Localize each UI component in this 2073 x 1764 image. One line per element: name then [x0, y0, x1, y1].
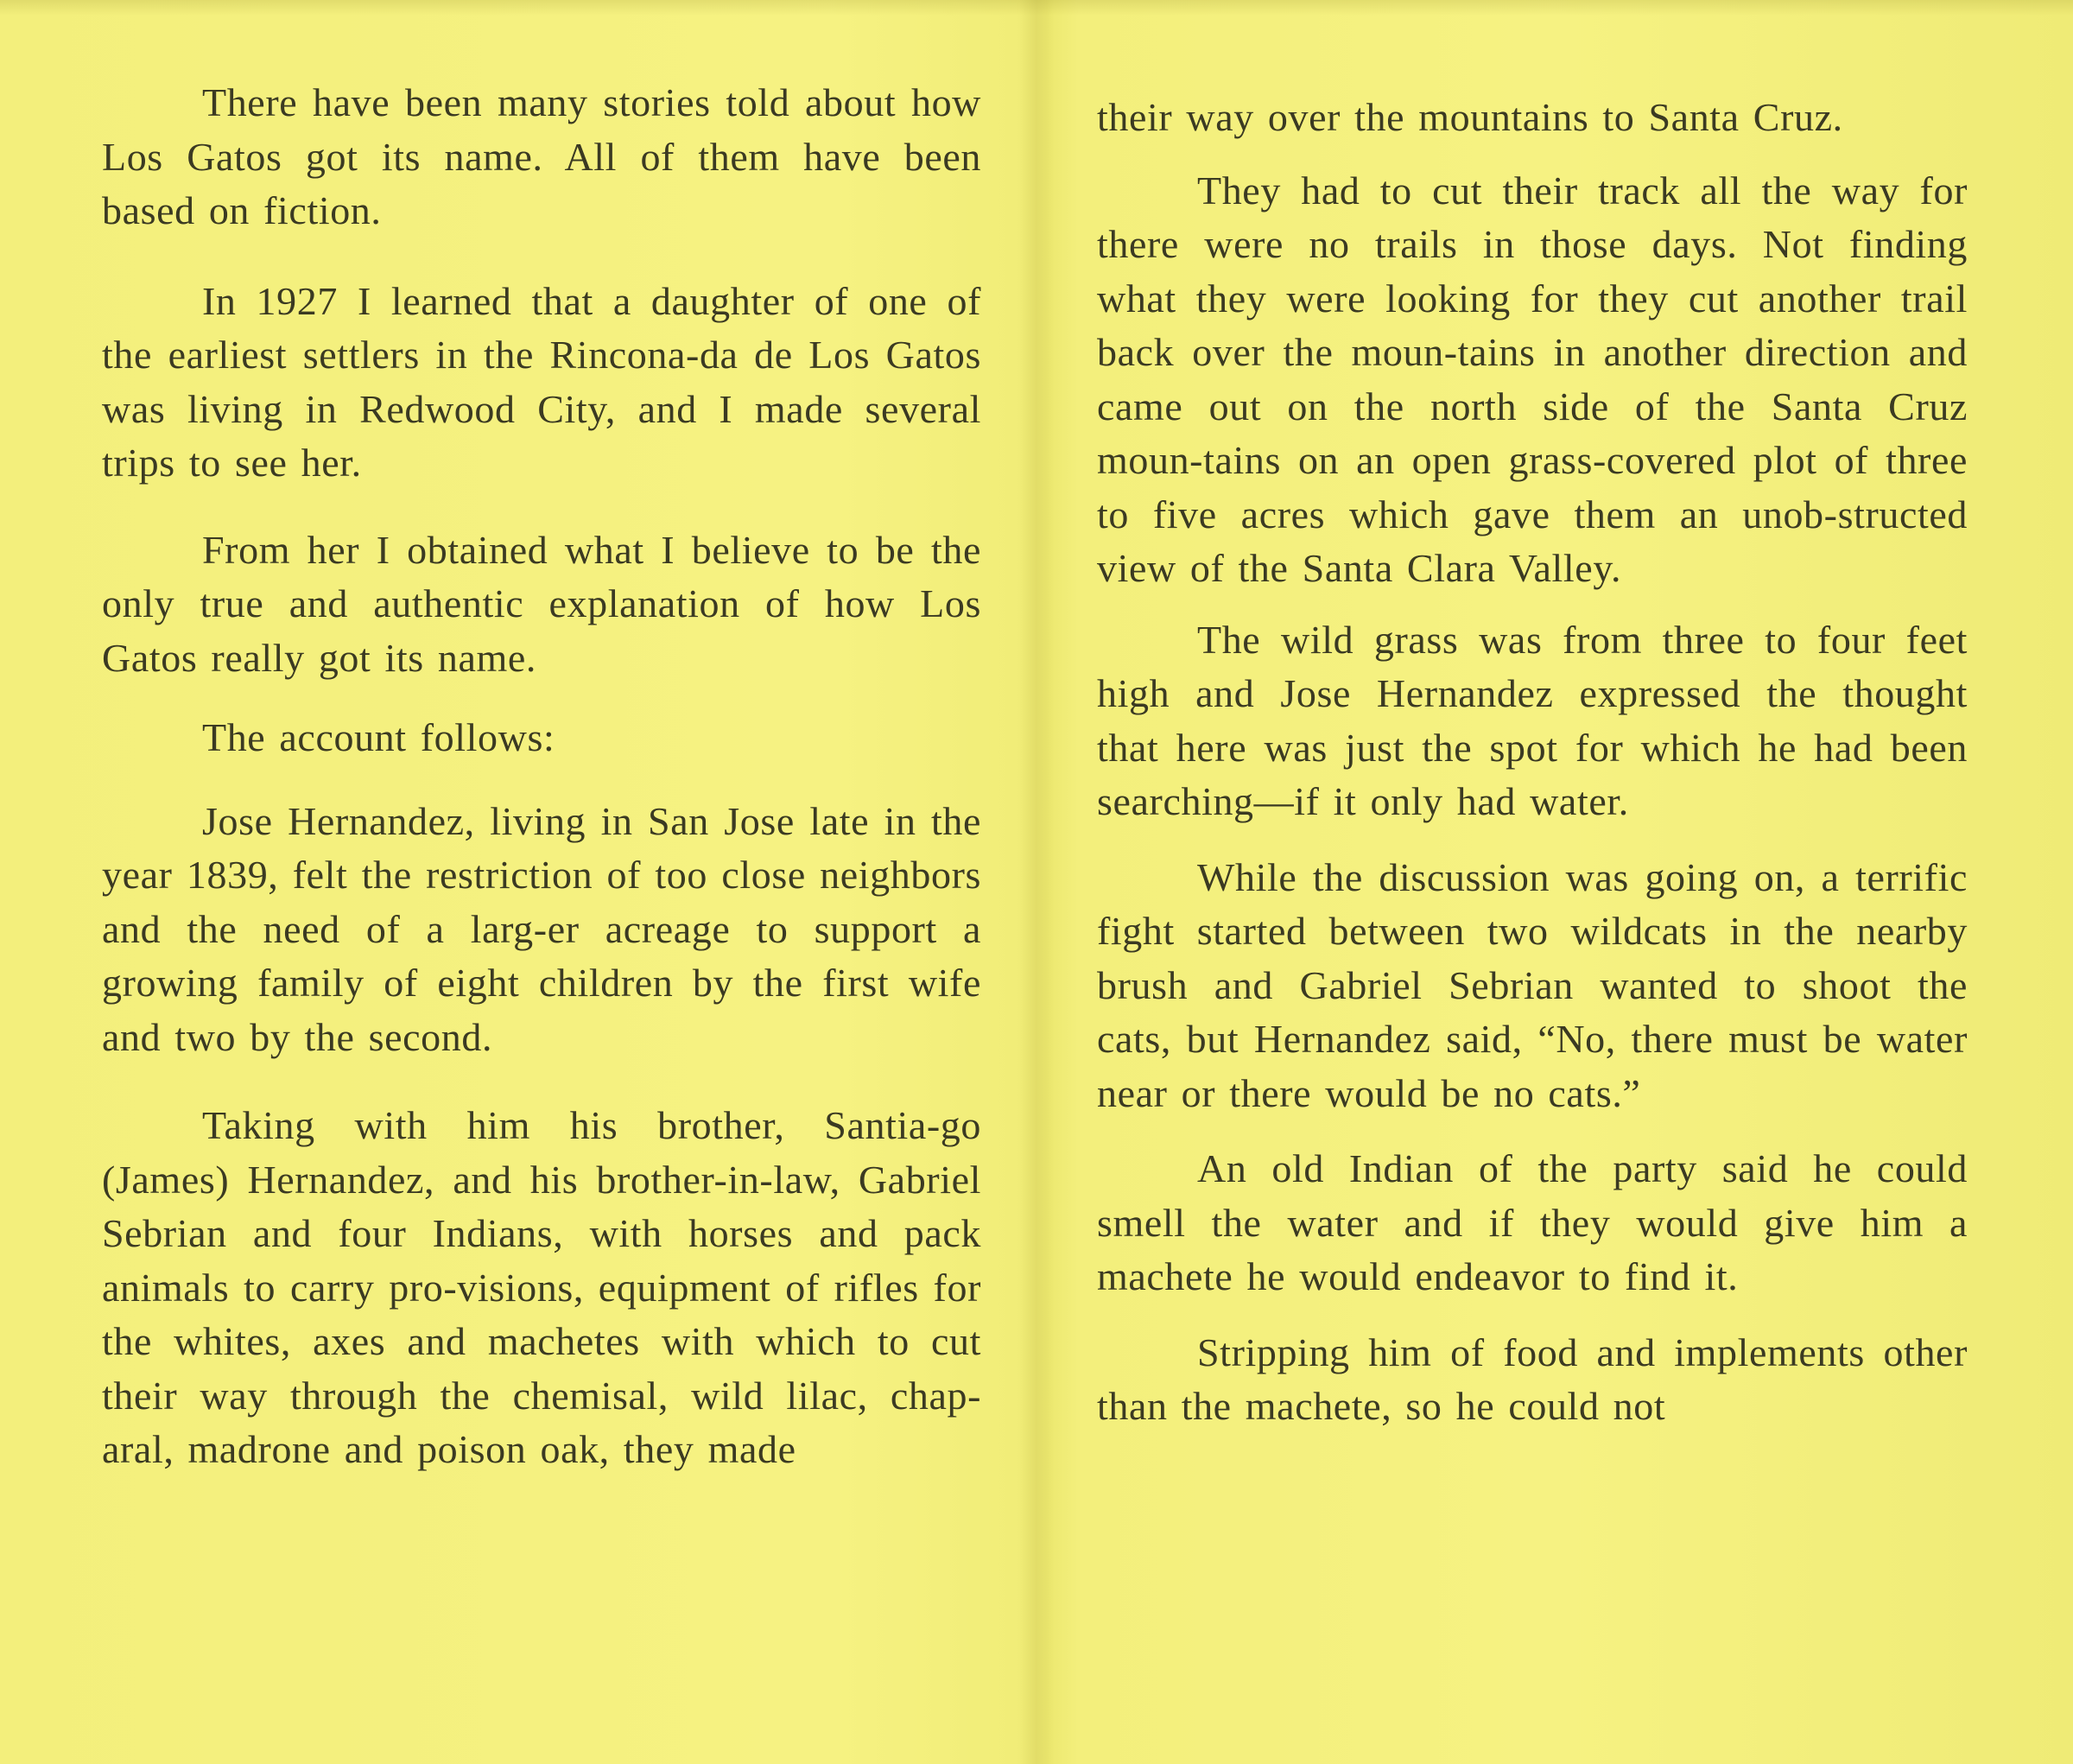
left-page-text-column: [102, 76, 981, 1477]
paragraph: While the discussion was going on, a terrific fight started between two wildcats in the nearby brush and Gabriel Sebrian wanted to shoot the cats, but Hernandez said, “No, there must be water near or there would be no cats.”: [1097, 854, 1968, 1115]
paragraph: An old Indian of the party said he could smell the water and if they would give him a machete he would endeavor to find it.: [1097, 1146, 1968, 1298]
paragraph: The account follows:: [202, 715, 555, 759]
paragraph: There have been many stories told about how Los Gatos got its name. All of them have been based on fiction.: [102, 80, 981, 232]
paragraph: From her I obtained what I believe to be the only true and authentic explanation of how Los Gatos really got its name.: [102, 527, 981, 680]
right-page-text-column: [1097, 91, 1968, 1434]
paragraph: their way over the mountains to Santa Cruz.: [1097, 95, 1843, 139]
paragraph: Taking with him his brother, Santia-go (James) Hernandez, and his brother-in-law, Gabriel Sebrian and four Indians, with horses and pack animals to carry pro-visions, equipment of rifles for the whites, axes and machetes with which to cut their way through the chemisal, wild lilac, chap-aral, madrone and poison oak, they made: [102, 1103, 981, 1471]
paragraph: In 1927 I learned that a daughter of one of the earliest settlers in the Rincona-da de Los Gatos was living in Redwood City, and I made several trips to see her.: [102, 278, 981, 485]
left-page: [0, 0, 1028, 1764]
paragraph: The wild grass was from three to four feet high and Jose Hernandez expressed the thought that here was just the spot for which he had been searching—if it only had water.: [1097, 617, 1968, 823]
right-page: [1045, 0, 2073, 1764]
paragraph: They had to cut their track all the way for there were no trails in those days. Not finding what they were looking for they cut another trail back over the moun-tains in another direction and came out on the north side of the Santa Cruz moun-tains on an open grass-covered plot of three to five acres which gave them an unob-structed view of the Santa Clara Valley.: [1097, 168, 1968, 590]
paragraph: Jose Hernandez, living in San Jose late in the year 1839, felt the restriction of too close neighbors and the need of a larg-er acreage to support a growing family of eight children by the first wife and two by the second.: [102, 798, 981, 1059]
paragraph: Stripping him of food and implements other than the machete, so he could not: [1097, 1329, 1968, 1428]
